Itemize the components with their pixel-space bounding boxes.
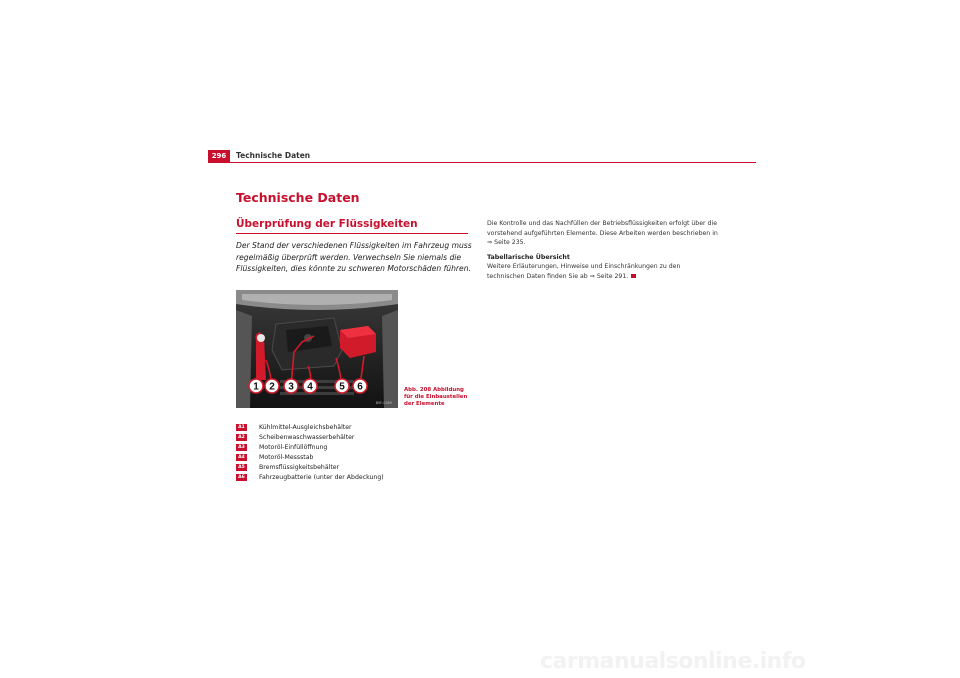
legend-tag: A2: [236, 434, 247, 441]
svg-text:6: 6: [357, 381, 363, 393]
chapter-title: Technische Daten: [236, 190, 360, 205]
svg-text:3: 3: [288, 381, 294, 393]
legend-item: [236, 422, 384, 432]
page-number: 296: [208, 150, 230, 162]
svg-text:1: 1: [253, 381, 259, 393]
header-rule: [208, 162, 756, 163]
legend-label: Bremsflüssigkeitsbehälter: [259, 463, 340, 471]
svg-text:5: 5: [339, 381, 345, 393]
svg-text:2: 2: [269, 381, 275, 393]
figure-code: B5F-0389: [375, 401, 392, 405]
marker-3: [284, 379, 298, 393]
marker-5: [335, 379, 349, 393]
end-marker-icon: [631, 274, 636, 278]
engine-bay-illustration: [236, 290, 398, 408]
legend-item: [236, 432, 384, 442]
legend-tag: A3: [236, 444, 247, 451]
right-column: [487, 219, 719, 281]
legend-label: Motoröl-Messstab: [259, 453, 314, 461]
legend-item: [236, 452, 384, 462]
engine-bay-figure: [236, 290, 398, 408]
legend-label: Kühlmittel-Ausgleichsbehälter: [259, 423, 352, 431]
legend-list: [236, 422, 384, 482]
legend-label: Motoröl-Einfüllöffnung: [259, 443, 328, 451]
running-title: Technische Daten: [236, 151, 311, 160]
legend-item: [236, 442, 384, 452]
intro-paragraph: Die Kontrolle und das Nachfüllen der Betriebsflüssigkeiten erfolgt über die vorstehend aufgeführten Elemente. Diese Arbeiten werden beschrieben in: [487, 220, 718, 237]
section-title: Überprüfung der Flüssigkeiten: [236, 218, 418, 230]
marker-2: [265, 379, 279, 393]
page-reference-link[interactable]: ⇒ Seite 235.: [487, 239, 526, 246]
subheading: Tabellarische Übersicht: [487, 253, 570, 261]
figure-caption: Abb. 208 Abbildung für die Einbaustellen der Elemente: [404, 387, 468, 407]
legend-label: Scheibenwaschwasserbehälter: [259, 433, 355, 441]
svg-text:4: 4: [307, 381, 313, 393]
legend-tag: A5: [236, 464, 247, 471]
legend-label: Fahrzeugbatterie (unter der Abdeckung): [259, 473, 384, 481]
legend-tag: A6: [236, 474, 247, 481]
legend-item: [236, 472, 384, 482]
details-text: Weitere Erläuterungen, Hinweise und Einschränkungen zu den technischen Daten finden Sie ab ⇒ Seite 291.: [487, 263, 681, 280]
section-rule: [236, 233, 468, 234]
legend-item: [236, 462, 384, 472]
watermark: carmanualsonline.info: [540, 649, 806, 674]
marker-4: [303, 379, 317, 393]
marker-6: [353, 379, 367, 393]
lead-paragraph: Der Stand der verschiedenen Flüssigkeiten im Fahrzeug muss regelmäßig überprüft werden. Verwechseln Sie niemals die Flüssigkeiten, dies könnte zu schweren Motorschäden führen.: [236, 241, 472, 273]
details-paragraph: [487, 262, 719, 281]
legend-tag: A4: [236, 454, 247, 461]
marker-1: [249, 379, 263, 393]
legend-tag: A1: [236, 424, 247, 431]
